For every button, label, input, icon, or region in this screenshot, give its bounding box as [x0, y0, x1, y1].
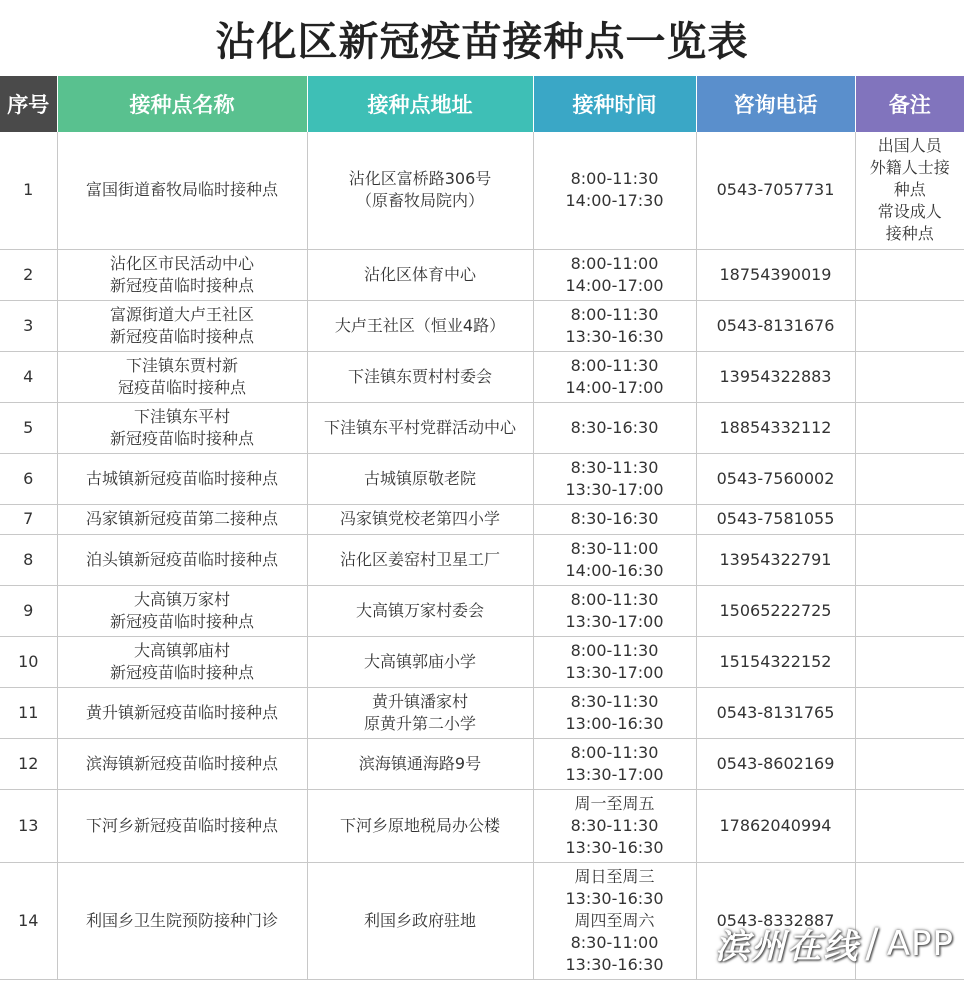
table-row — [0, 504, 964, 534]
table-row — [0, 636, 964, 687]
site-name: 下河乡新冠疫苗临时接种点 — [57, 789, 307, 862]
site-name: 富国街道畜牧局临时接种点 — [57, 132, 307, 249]
header-phone: 咨询电话 — [696, 76, 855, 132]
site-name: 下洼镇东贾村新 冠疫苗临时接种点 — [57, 351, 307, 402]
note — [855, 249, 964, 300]
phone-number: 0543-8131676 — [696, 300, 855, 351]
phone-number: 0543-8602169 — [696, 738, 855, 789]
table-row — [0, 687, 964, 738]
phone-number: 0543-8332887 — [696, 862, 855, 979]
page-title: 沾化区新冠疫苗接种点一览表 — [215, 18, 749, 65]
row-no: 5 — [0, 402, 57, 453]
header-site-address: 接种点地址 — [307, 76, 533, 132]
note — [855, 453, 964, 504]
service-time: 8:00-11:30 13:30-17:00 — [533, 738, 696, 789]
row-no: 13 — [0, 789, 57, 862]
site-name: 泊头镇新冠疫苗临时接种点 — [57, 534, 307, 585]
table-row — [0, 300, 964, 351]
row-no: 8 — [0, 534, 57, 585]
phone-number: 0543-7581055 — [696, 504, 855, 534]
note — [855, 636, 964, 687]
phone-number: 0543-8131765 — [696, 687, 855, 738]
site-address: 大高镇万家村委会 — [307, 585, 533, 636]
table-row — [0, 534, 964, 585]
phone-number: 0543-7057731 — [696, 132, 855, 249]
table-row — [0, 132, 964, 249]
row-no: 2 — [0, 249, 57, 300]
note — [855, 534, 964, 585]
row-no: 10 — [0, 636, 57, 687]
row-no: 1 — [0, 132, 57, 249]
table-row — [0, 738, 964, 789]
phone-number: 0543-7560002 — [696, 453, 855, 504]
site-name: 利国乡卫生院预防接种门诊 — [57, 862, 307, 979]
note — [855, 504, 964, 534]
site-address: 沾化区体育中心 — [307, 249, 533, 300]
service-time: 8:30-11:30 13:00-16:30 — [533, 687, 696, 738]
note: 出国人员 外籍人士接 种点 常设成人 接种点 — [855, 132, 964, 249]
row-no: 7 — [0, 504, 57, 534]
phone-number: 17862040994 — [696, 789, 855, 862]
row-no: 14 — [0, 862, 57, 979]
vaccination-sites-table — [0, 76, 964, 980]
site-address: 大卢王社区（恒业4路） — [307, 300, 533, 351]
header-time: 接种时间 — [533, 76, 696, 132]
site-name: 冯家镇新冠疫苗第二接种点 — [57, 504, 307, 534]
service-time: 8:30-16:30 — [533, 402, 696, 453]
row-no: 12 — [0, 738, 57, 789]
watermark-brand: 滨州在线 — [715, 927, 860, 967]
phone-number: 13954322883 — [696, 351, 855, 402]
site-address: 下河乡原地税局办公楼 — [307, 789, 533, 862]
service-time: 8:00-11:30 13:30-17:00 — [533, 585, 696, 636]
note — [855, 300, 964, 351]
phone-number: 18754390019 — [696, 249, 855, 300]
table-row — [0, 453, 964, 504]
site-address: 下洼镇东平村党群活动中心 — [307, 402, 533, 453]
service-time: 周日至周三 13:30-16:30 周四至周六 8:30-11:00 13:30-16:30 — [533, 862, 696, 979]
site-address: 黄升镇潘家村 原黄升第二小学 — [307, 687, 533, 738]
row-no: 9 — [0, 585, 57, 636]
note — [855, 687, 964, 738]
site-name: 富源街道大卢王社区 新冠疫苗临时接种点 — [57, 300, 307, 351]
site-address: 古城镇原敬老院 — [307, 453, 533, 504]
table-row — [0, 249, 964, 300]
row-no: 3 — [0, 300, 57, 351]
watermark — [715, 919, 954, 968]
note — [855, 351, 964, 402]
phone-number: 15065222725 — [696, 585, 855, 636]
table-row — [0, 402, 964, 453]
site-name: 沾化区市民活动中心 新冠疫苗临时接种点 — [57, 249, 307, 300]
phone-number: 15154322152 — [696, 636, 855, 687]
watermark-separator: / — [865, 920, 881, 967]
service-time: 8:00-11:30 13:30-17:00 — [533, 636, 696, 687]
row-no: 4 — [0, 351, 57, 402]
header-site-name: 接种点名称 — [57, 76, 307, 132]
site-name: 黄升镇新冠疫苗临时接种点 — [57, 687, 307, 738]
phone-number: 18854332112 — [696, 402, 855, 453]
service-time: 8:00-11:00 14:00-17:00 — [533, 249, 696, 300]
site-name: 下洼镇东平村 新冠疫苗临时接种点 — [57, 402, 307, 453]
service-time: 周一至周五 8:30-11:30 13:30-16:30 — [533, 789, 696, 862]
service-time: 8:00-11:30 14:00-17:00 — [533, 351, 696, 402]
table-header-row — [0, 76, 964, 132]
note — [855, 738, 964, 789]
table-row — [0, 585, 964, 636]
table-row — [0, 351, 964, 402]
site-address: 沾化区姜窑村卫星工厂 — [307, 534, 533, 585]
site-address: 利国乡政府驻地 — [307, 862, 533, 979]
note — [855, 402, 964, 453]
service-time: 8:30-11:30 13:30-17:00 — [533, 453, 696, 504]
row-no: 6 — [0, 453, 57, 504]
service-time: 8:30-16:30 — [533, 504, 696, 534]
service-time: 8:00-11:30 14:00-17:30 — [533, 132, 696, 249]
phone-number: 13954322791 — [696, 534, 855, 585]
service-time: 8:00-11:30 13:30-16:30 — [533, 300, 696, 351]
header-no: 序号 — [0, 76, 57, 132]
site-address: 冯家镇党校老第四小学 — [307, 504, 533, 534]
row-no: 11 — [0, 687, 57, 738]
site-address: 大高镇郭庙小学 — [307, 636, 533, 687]
site-address: 下洼镇东贾村村委会 — [307, 351, 533, 402]
site-address: 滨海镇通海路9号 — [307, 738, 533, 789]
site-name: 古城镇新冠疫苗临时接种点 — [57, 453, 307, 504]
note — [855, 585, 964, 636]
service-time: 8:30-11:00 14:00-16:30 — [533, 534, 696, 585]
site-address: 沾化区富桥路306号 （原畜牧局院内） — [307, 132, 533, 249]
site-name: 大高镇万家村 新冠疫苗临时接种点 — [57, 585, 307, 636]
site-name: 滨海镇新冠疫苗临时接种点 — [57, 738, 307, 789]
site-name: 大高镇郭庙村 新冠疫苗临时接种点 — [57, 636, 307, 687]
note — [855, 789, 964, 862]
table-row — [0, 789, 964, 862]
header-note: 备注 — [855, 76, 964, 132]
watermark-suffix: APP — [886, 923, 954, 964]
